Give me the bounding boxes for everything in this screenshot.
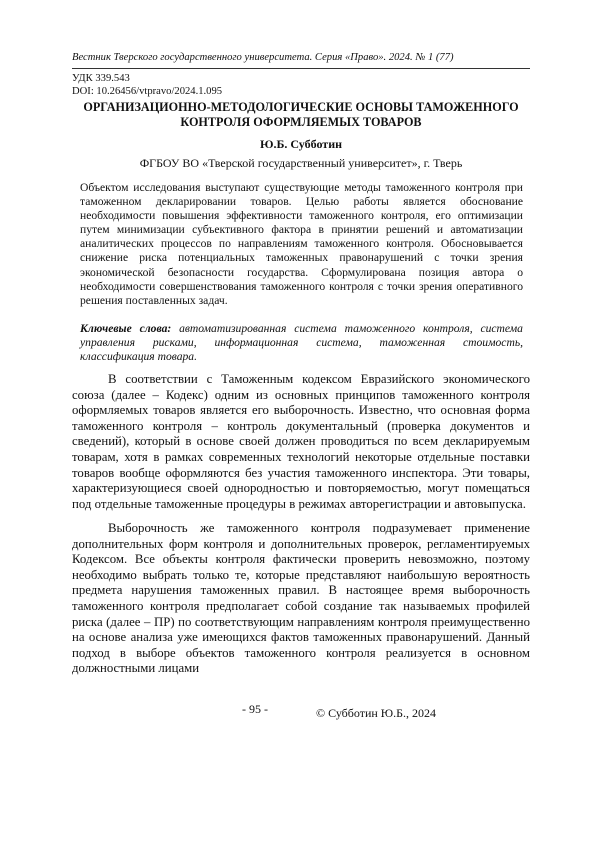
doi-identifier: DOI: 10.26456/vtpravo/2024.1.095 [72,86,223,97]
body-paragraph-2: Выборочность же таможенного контроля подразумевает применение дополнительных форм контроля и дополнительных проверок, регламентируемых Кодексом. Все объекты контроля фактически проверить невозможно, поэтому необходимо выбрать только те, которые представляют наибольшую вероятность предмета нарушения таможенных правил. В настоящее время выборочность таможенного контроля предполагает собой создание так называемых профилей риска (далее – ПР) по соответствующим направлениям контроля преимущественно на основе анализа уже имеющихся фактов таможенных правонарушений. Данный подход в выборе объектов таможенного контроля реализуется в основном должностными лицами [72,521,530,676]
keywords-list: автоматизированная система таможенного контроля, система управления рисками, информационная система, таможенная стоимость, классификация товара. [80,322,523,364]
article-author: Ю.Б. Субботин [259,137,343,151]
page-number: - 95 - [242,702,268,716]
keywords-block [80,322,523,364]
author-affiliation: ФГБОУ ВО «Тверской государственный университет», г. Тверь [139,156,463,170]
copyright-notice: © Субботин Ю.Б., 2024 [316,706,437,720]
udk-code: УДК 339.543 [72,73,130,84]
body-paragraph-1: В соответствии с Таможенным кодексом Евразийского экономического союза (далее – Кодекс) одним из основных принципов таможенного контроля оформляемых товаров является его выборочность. Известно, что основная форма таможенного контроля – контроль документальный (проверка документов и сведений), который в основе своей должен проводиться по всем декларируемым товарам, хотя в рамках современных технологий некоторые отдельные поставки товаров вообще оформляются без участия таможенного инспектора. Эти товары, характеризующиеся своей однородностью и повторяемостью, могут помещаться под отдельные таможенные процедуры в режимах авторегистрации и автовыпуска. [72,372,530,511]
article-title: ОРГАНИЗАЦИОННО-МЕТОДОЛОГИЧЕСКИЕ ОСНОВЫ ТАМОЖЕННОГО КОНТРОЛЯ ОФОРМЛЯЕМЫХ ТОВАРОВ [83,100,519,129]
header-divider [72,68,530,69]
journal-header: Вестник Тверского государственного университета. Серия «Право». 2024. № 1 (77) [72,52,454,63]
keywords-label: Ключевые слова: [80,322,172,335]
abstract: Объектом исследования выступают существующие методы таможенного контроля при таможенном декларировании товаров. Целью работы является обоснование необходимости повышения эффективности таможенного контроля, его оптимизации путем минимизации субъективного фактора в принятии решений и автоматизации аналитических процессов по направлениям таможенного контроля. Обосновывается снижение риска потенциальных таможенных правонарушений с точки зрения экономической безопасности государства. Сформулирована позиция автора о необходимости совершенствования таможенного контроля с точки зрения оперативного решения поставленных задач. [80,181,523,307]
